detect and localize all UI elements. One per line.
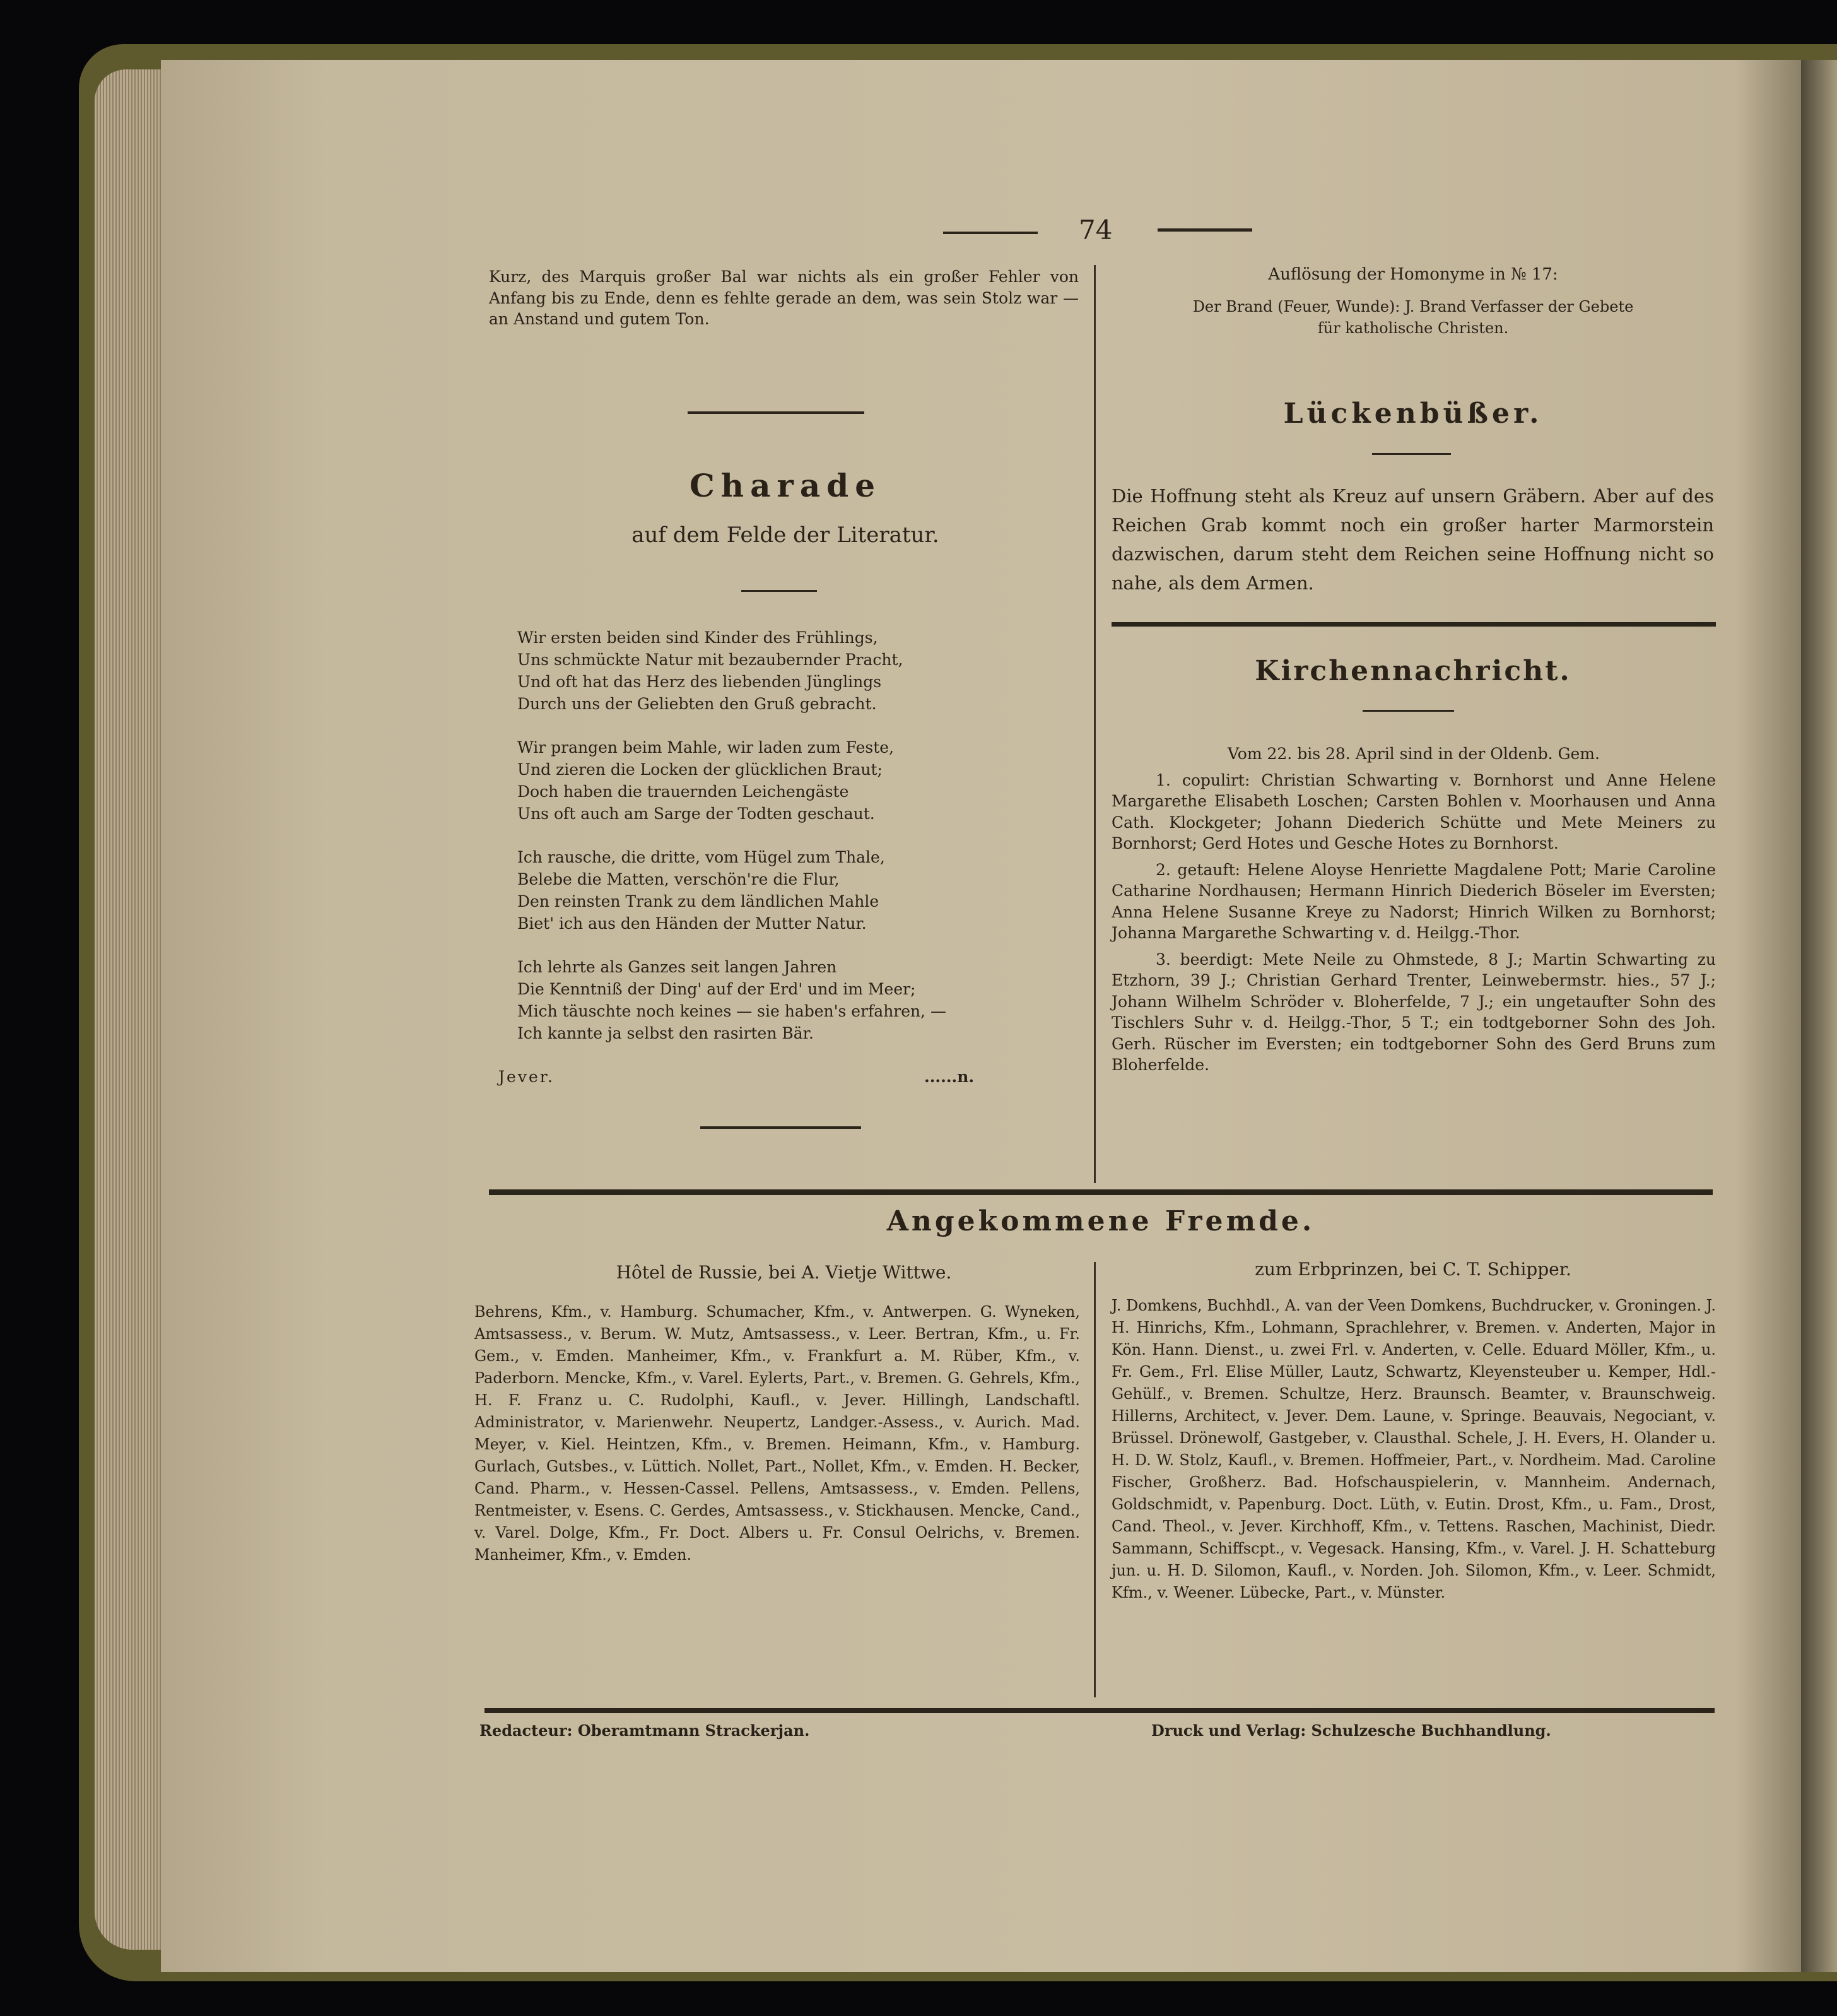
church-copulirt: 1. copulirt: Christian Schwarting v. Bornhorst und Anne Helene Margarethe Elisabeth Loschen; Carsten Bohlen v. Moorhausen und Anna Cath. Klockgeter; Johann Diederich Schütte und Mete Meiners zu Bornhorst; Gerd Hotes und Gesche Hotes zu Bornhorst.: [1112, 770, 1716, 852]
poem-line: Und zieren die Locken der glücklichen Braut;: [517, 760, 883, 779]
stanza-3: [517, 846, 1072, 934]
stanza-1: [517, 627, 1072, 715]
hotel-russie-heading: Hôtel de Russie, bei A. Vietje Wittwe.: [616, 1262, 952, 1283]
hotel-russie-guests: Behrens, Kfm., v. Hamburg. Schumacher, Kfm., v. Antwerpen. G. Wyneken, Amtsassess., v. Berum. W. Mutz, Amtsassess., v. Leer. Bertran, Kfm., u. Fr. Gem., v. Emden. Manheimer, Kfm., v. Frankfurt a. M. Rüber, Kfm., v. Paderborn. Mencke, Kfm., v. Varel. Eylerts, Part., v. Bremen. G. Gehrels, Kfm., H. F. Franz u. C. Rudolphi, Kaufl., v. Jever. Hillingh, Landschaftl. Administrator, v. Marienwehr. Neupertz, Landger.-Assess., v. Aurich. Mad. Meyer, v. Kiel. Heintzen, Kfm., v. Bremen. Heimann, Kfm., v. Hamburg. Gurlach, Gutsbes., v. Lüttich. Nollet, Part., Nollet, Kfm., v. Emden. H. Becker, Cand. Pharm., v. Hessen-Cassel. Pellens, Amtsassess., v. Emden. Pellens, Rentmeister, v. Esens. C. Gerdes, Amtsassess., v. Stickhausen. Mencke, Cand., v. Varel. Dolge, Kfm., Fr. Doct. Albers u. Fr. Consul Oelrichs, v. Bremen. Manheimer, Kfm., v. Emden.: [474, 1303, 1080, 1564]
church-title: Kirchennachricht.: [1255, 655, 1571, 687]
poem-line: Den reinsten Trank zu dem ländlichen Mahle: [517, 892, 879, 911]
poem-line: Biet' ich aus den Händen der Mutter Natur.: [517, 914, 867, 933]
luckenbusser-rule: [1372, 453, 1451, 455]
footer-redacteur: Redacteur: Oberamtmann Strackerjan.: [479, 1721, 810, 1740]
church-news: [1112, 743, 1716, 1081]
church-beerdigt: 3. beerdigt: Mete Neile zu Ohmstede, 8 J.; Martin Schwarting zu Etzhorn, 39 J.; Christian Gerhard Trenter, Leinwebermstr. hies., 57 J.; Johann Wilhelm Schröder v. Bloherfelde, 7 J.; ein ungetaufter Sohn des Tischlers Suhr v. d. Heilgg.-Thor, 5 T.; ein todtgeborner Sohn des Joh. Gerh. Rüscher im Eversten; ein todtgeborner Sohn des Gerd Bruns zum Bloherfelde.: [1112, 950, 1716, 1074]
poem-line: Belebe die Matten, verschön're die Flur,: [517, 870, 840, 888]
solution-text-1: Der Brand (Feuer, Wunde): J. Brand Verfasser der Gebete: [1192, 298, 1634, 315]
poem-line: Und oft hat das Herz des liebenden Jünglings: [517, 673, 882, 691]
gutter-shadow: [1801, 60, 1837, 1972]
stanza-2: [517, 736, 1072, 825]
church-getauft: 2. getauft: Helene Aloyse Henriette Magdalene Pott; Marie Caroline Catharine Nordhausen; Hermann Hinrich Diederich Böseler im Eversten; Anna Helene Susanne Kreye zu Nadorst; Hinrich Wilken zu Bornhorst; Johanna Margarethe Schwarting v. d. Heilgg.-Thor.: [1112, 860, 1716, 942]
poem-line: Wir ersten beiden sind Kinder des Frühlings,: [517, 628, 878, 647]
luckenbusser-text: Die Hoffnung steht als Kreuz auf unsern Gräbern. Aber auf des Reichen Grab kommt noch ein großer harter Marmorstein dazwischen, darum steht dem Reichen seine Hoffnung nicht so nahe, als dem Armen.: [1112, 485, 1714, 594]
stanza-4: [517, 956, 1072, 1044]
place-name: Jever.: [498, 1068, 555, 1086]
charade-subtitle: auf dem Felde der Literatur.: [631, 522, 939, 548]
section-rule-thick: [489, 1189, 1713, 1195]
page-stack-edge: [95, 69, 164, 1950]
poem-line: Die Kenntniß der Ding' auf der Erd' und im Meer;: [517, 980, 916, 998]
luckenbusser-title: Lückenbüßer.: [1283, 398, 1543, 430]
column-divider-bottom: [1094, 1262, 1096, 1697]
erbprinzen-heading: zum Erbprinzen, bei C. T. Schipper.: [1255, 1259, 1571, 1280]
church-intro: Vom 22. bis 28. April sind in der Oldenb. Gem.: [1228, 745, 1600, 763]
footer-rule-thick: [484, 1708, 1715, 1713]
poem-line: Uns schmückte Natur mit bezaubernder Pracht,: [517, 651, 903, 669]
separator-rule: [700, 1126, 861, 1129]
author-signature: ......n.: [924, 1068, 975, 1086]
charade-rule: [741, 590, 817, 592]
poem-line: Ich kannte ja selbst den rasirten Bär.: [517, 1024, 814, 1042]
charade-poem: [517, 627, 1072, 1066]
poem-line: Ich lehrte als Ganzes seit langen Jahren: [517, 958, 837, 976]
poem-line: Doch haben die trauernden Leichengäste: [517, 782, 849, 801]
column-divider-top: [1094, 265, 1096, 1183]
church-rule: [1363, 710, 1454, 712]
poem-line: Uns oft auch am Sarge der Todten geschaut.: [517, 805, 875, 823]
poem-line: Mich täuschte noch keines — sie haben's erfahren, —: [517, 1002, 947, 1020]
poem-line: Ich rausche, die dritte, vom Hügel zum Thale,: [517, 848, 885, 866]
erbprinzen-guests: J. Domkens, Buchhdl., A. van der Veen Domkens, Buchdrucker, v. Groningen. J. H. Hinrichs, Kfm., Lohmann, Sprachlehrer, v. Bremen. v. Anderten, Major in Kön. Hann. Dienst., u. zwei Frl. v. Anderten, v. Celle. Eduard Möller, Kfm., u. Fr. Gem., Frl. Elise Müller, Lautz, Schwartz, Kleyensteuber u. Kemper, Hdl.-Gehülf., v. Bremen. Schultze, Herz. Braunsch. Beamter, v. Braunschweig. Hillerns, Architect, v. Jever. Dem. Laune, v. Springe. Beauvais, Negociant, v. Brüssel. Drönewolf, Gastgeber, v. Clausthal. Schele, J. H. Evers, H. Olander u. H. D. W. Stolz, Kaufl., v. Bremen. Hoffmeier, Part., v. Nordheim. Mad. Caroline Fischer, Großherz. Bad. Hofschauspielerin, v. Mannheim. Andernach, Goldschmidt, v. Papenburg. Doct. Lüth, v. Eutin. Drost, Kfm., u. Fam., Drost, Cand. Theol., v. Jever. Kirchhoff, Kfm., v. Tettens. Raschen, Machinist, Diedr. Sammann, Schiffscpt., v. Vegesack. Hansing, Kfm., v. Varel. J. H. Schatteburg jun. u. H. D. Silomon, Kaufl., v. Norden. Joh. Silomon, Kfm., v. Leer. Schmidt, Kfm., v. Weener. Lübecke, Part., v. Münster.: [1112, 1297, 1716, 1601]
solution-text-2: für katholische Christen.: [1317, 319, 1509, 337]
separator-rule: [688, 411, 864, 414]
fremde-title: Angekommene Fremde.: [886, 1205, 1315, 1237]
charade-title: Charade: [689, 467, 882, 504]
poem-line: Wir prangen beim Mahle, wir laden zum Feste,: [517, 738, 895, 757]
header-dash-right: [1158, 228, 1252, 232]
solution-heading: Auflösung der Homonyme in № 17:: [1268, 265, 1558, 284]
header-dash-left: [943, 232, 1038, 234]
page-number: 74: [1079, 215, 1113, 245]
thick-rule: [1112, 622, 1716, 627]
intro-paragraph: Kurz, des Marquis großer Bal war nichts als ein großer Fehler von Anfang bis zu Ende, denn es fehlte gerade an dem, was sein Stolz war — an Anstand und gutem Ton.: [489, 268, 1079, 328]
footer-verlag: Druck und Verlag: Schulzesche Buchhandlung.: [1151, 1721, 1551, 1740]
poem-line: Durch uns der Geliebten den Gruß gebracht.: [517, 695, 877, 713]
